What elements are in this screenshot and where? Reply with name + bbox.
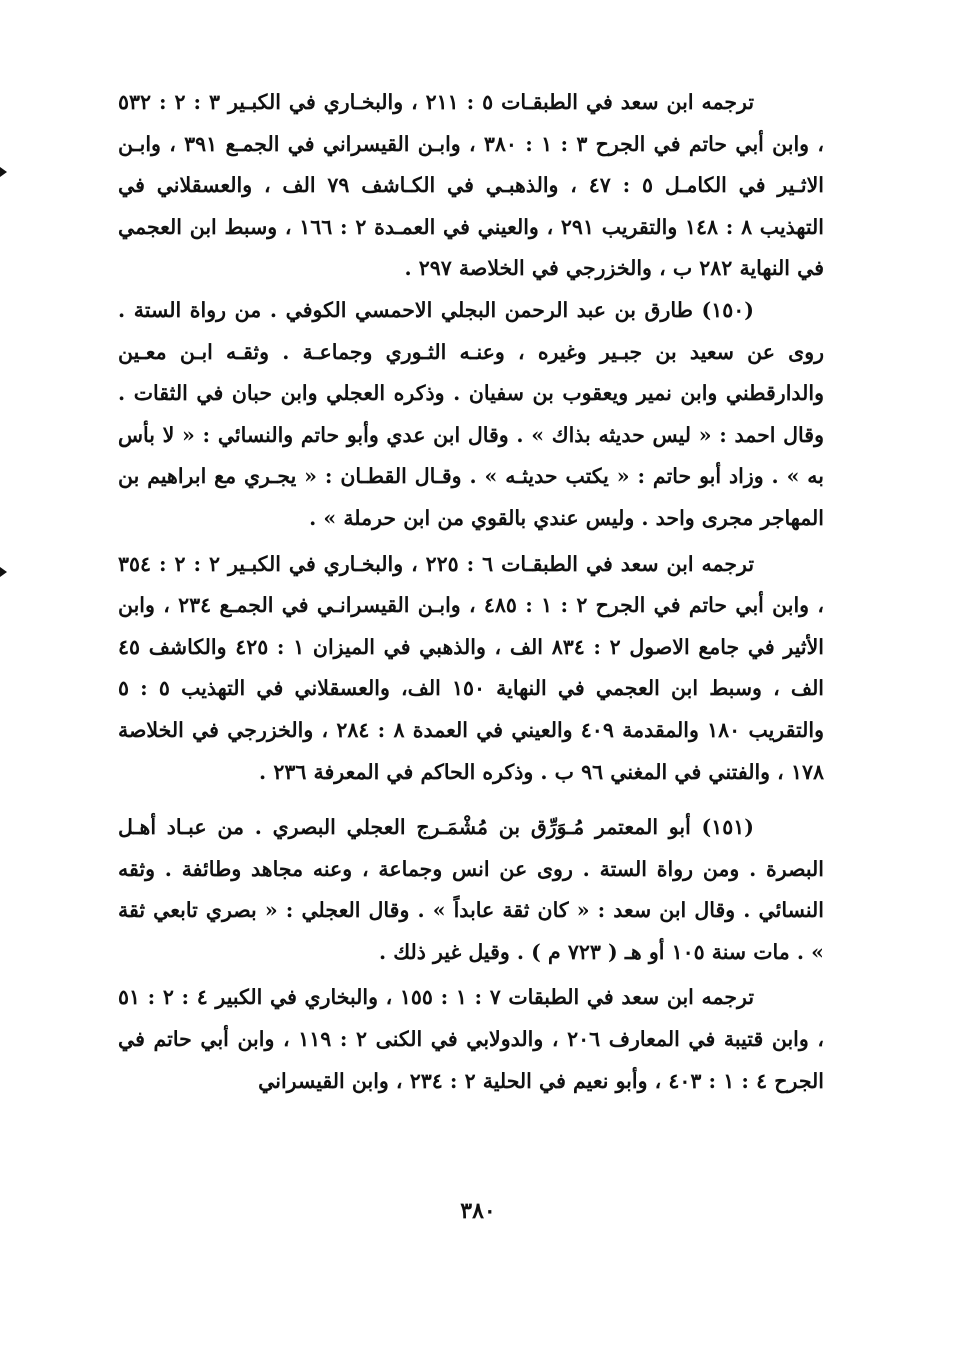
citation-paragraph: ترجمه ابن سعد في الطبقات ٧ : ١ : ١٥٥ ، والبخاري في الكبير ٤ : ٢ : ٥١ ، وابن قتيبة في المعارف ٢٠٦ ، والدولابي في الكنى ٢ : ١١٩ ، وابن أبي حاتم في الجرح ٤ : ١ : ٤٠٣ ، وأبو نعيم في الحلية ٢ : ٢٣٤ ، وابن القيسراني bbox=[118, 985, 824, 1093]
main-text-column bbox=[118, 82, 824, 1102]
citation-paragraph: ترجمه ابن سعد في الطبقـات ٥ : ٢١١ ، والبخـاري في الكبـير ٣ : ٢ : ٥٣٢ ، وابن أبي حاتم في الجرح ٣ : ١ : ٣٨٠ ، وابـن القيسراني في الجمـع ٣٩١ ، وابـن الاثـير في الكامـل ٥ : ٤٧ ، والذهبـي في الكـاشف ٧٩ الف ، والعسقلاني في التهذيب ٨ : ١٤٨ والتقريب ٢٩١ ، والعيني في العمـدة ٢ : ١٦٦ ، وسبط ابن العجمي في النهاية ٢٨٢ ب ، والخزرجي في الخلاصة ٢٩٧ . bbox=[118, 90, 824, 281]
page-number: ٣٨٠ bbox=[460, 1198, 496, 1224]
margin-arrow-mark bbox=[0, 567, 7, 577]
biography-entry-151: (١٥١) أبو المعتمر مُـوَرِّق بن مُشْمَـرج العجلي البصري . من عبـاد أهـل البصرة . ومن رواة الستة . روى عن انس وجماعة ، وعنه مجاهد وطائفة . وثقه النسائي . وقال ابن سعد : « كان ثقة عابداً » . وقال العجلي : « بصري تابعي ثقة » . مات سنة ١٠٥ أو هـ ( ٧٢٣ م ) . وقيل غير ذلك . bbox=[118, 815, 824, 964]
margin-arrow-mark bbox=[0, 167, 7, 177]
biography-entry-150: (١٥٠) طارق بن عبد الرحمن البجلي الاحمسي الكوفي . من رواة الستة . روى عن سعيد بن جبـير وغيره ، وعنـه الثـوري وجماعـة . وثقـه ابـن معـين والدارقطني وابن نمير ويعقوب بن سفيان . وذكره العجلي وابن حبان في الثقات . وقال احمد : « ليس حديثه بذاك » . وقال ابن عدي وأبو حاتم والنسائي : « لا بأس به » . وزاد أبو حاتم : « يكتب حديثـه » . وقـال القطـان : « يجـري مع ابراهيم بن المهاجر مجرى واحد . وليس عندي بالقوي من ابن حرملة » . bbox=[118, 297, 824, 530]
citation-paragraph: ترجمه ابن سعد في الطبقـات ٦ : ٢٢٥ ، والبخـاري في الكبـير ٢ : ٢ : ٣٥٤ ، وابن أبي حاتم في الجرح ٢ : ١ : ٤٨٥ ، وابـن القيسرانـي في الجمـع ٢٣٤ ، وابن الأثير في جامع الاصول ٢ : ٨٣٤ الف ، والذهبي في الميزان ١ : ٤٢٥ والكاشف ٤٥ الف ، وسبط ابن العجمي في النهاية ١٥٠ الف، والعسقلاني في التهذيب ٥ : ٥ والتقريب ١٨٠ والمقدمة ٤٠٩ والعيني في العمدة ٨ : ٢٨٤ ، والخزرجي في الخلاصة ١٧٨ ، والفتني في المغني ٩٦ ب . وذكره الحاكم في المعرفة ٢٣٦ . bbox=[118, 551, 825, 784]
